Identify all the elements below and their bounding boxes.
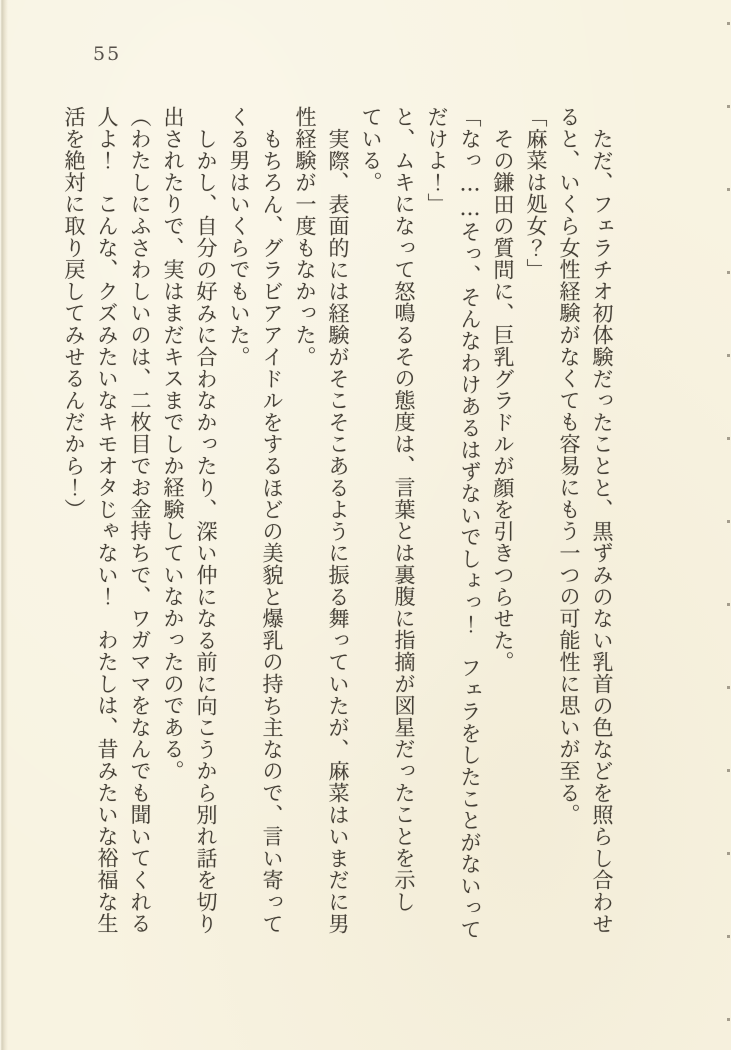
- page-left-edge: [0, 0, 8, 1050]
- text-column: 「なっ……そっ、そんなわけあるはずないでしょっ！ フェラをしたことがないって: [458, 106, 482, 941]
- text-column: 「麻菜は処女？」: [524, 106, 548, 281]
- page-number: 55: [93, 43, 122, 65]
- text-column: ただ、フェラチオ初体験だったことと、黒ずみのない乳首の色などを照らし合わせ: [590, 127, 614, 935]
- text-column: もちろん、グラビアアイドルをするほどの美貌と爆乳の持ち主なので、言い寄って: [260, 127, 284, 935]
- text-column: （わたしにふさわしいのは、二枚目でお金持ちで、ワガママをなんでも聞いてくれる: [128, 106, 152, 935]
- text-column: 実際、表面的には経験がそこそこあるように振る舞っていたが、麻菜はいまだに男: [326, 127, 350, 935]
- scan-edge-specks: [727, 22, 730, 1032]
- text-columns: [57, 106, 618, 946]
- text-column: 人よ！ こんな、クズみたいなキモオタじゃない！ わたしは、昔みたいな裕福な生: [95, 106, 119, 935]
- text-column: と、ムキになって怒鳴るその態度は、言葉とは裏腹に指摘が図星だったことを示し: [392, 106, 416, 913]
- text-column: 活を絶対に取り戻してみせるんだから！）: [62, 106, 86, 521]
- text-column: だけよ！」: [425, 106, 449, 215]
- text-column: その鎌田の質問に、巨乳グラドルが顔を引きつらせた。: [491, 127, 515, 673]
- text-column: しかし、自分の好みに合わなかったり、深い仲になる前に向こうから別れ話を切り: [194, 127, 218, 935]
- text-column: 出されたりで、実はまだキスまでしか経験していなかったのである。: [161, 106, 185, 782]
- text-column: ると、いくら女性経験がなくても容易にもう一つの可能性に思いが至る。: [557, 106, 581, 826]
- text-column: くる男はいくらでもいた。: [227, 106, 251, 368]
- text-column: 性経験が一度もなかった。: [293, 106, 317, 368]
- text-column: ている。: [359, 106, 383, 194]
